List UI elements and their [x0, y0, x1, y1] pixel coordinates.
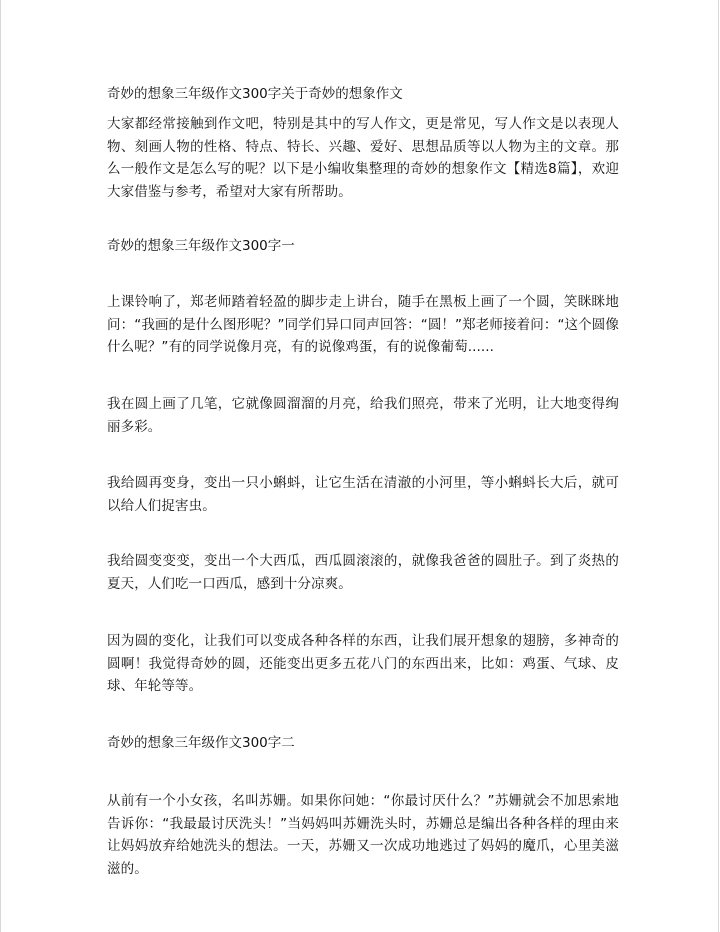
section-1-paragraph-5: 因为圆的变化，让我们可以变成各种各样的东西，让我们展开想象的翅膀，多神奇的圆啊！我觉得奇妙的圆，还能变出更多五花八门的东西出来，比如：鸡蛋、气球、皮球、年轮等等。: [107, 633, 619, 694]
section-heading-2: 奇妙的想象三年级作文300字二: [107, 735, 295, 751]
section-1-paragraph-4: 我给圆变变变，变出一个大西瓜，西瓜圆滚滚的，就像我爸爸的圆肚子。到了炎热的夏天，人们吃一口西瓜，感到十分凉爽。: [107, 553, 619, 592]
section-1-paragraph-3: 我给圆再变身，变出一只小蝌蚪，让它生活在清澈的小河里，等小蝌蚪长大后，就可以给人们捉害虫。: [107, 475, 619, 514]
section-heading-1: 奇妙的想象三年级作文300字一: [107, 238, 295, 254]
section-1-paragraph-2: 我在圆上画了几笔，它就像圆溜溜的月亮，给我们照亮，带来了光明，让大地变得绚丽多彩。: [107, 396, 619, 435]
section-1-paragraph-1: 上课铃响了，郑老师踏着轻盈的脚步走上讲台，随手在黑板上画了一个圆，笑眯眯地问：“我画的是什么图形呢？”同学们异口同声回答：“圆！”郑老师接着问：“这个圆像什么呢？”有的同学说像月亮，有的说像鸡蛋，有的说像葡萄......: [107, 294, 619, 355]
intro-paragraph: 大家都经常接触到作文吧，特别是其中的写人作文，更是常见，写人作文是以表现人物、刻画人物的性格、特点、特长、兴趣、爱好、思想品质等以人物为主的文章。那么一般作文是怎么写的呢？以下是小编收集整理的奇妙的想象作文【精选8篇】，欢迎大家借鉴与参考，希望对大家有所帮助。: [107, 116, 619, 200]
section-2-paragraph-1: 从前有一个小女孩，名叫苏姗。如果你问她：“你最讨厌什么？”苏姗就会不加思索地告诉你：“我最最讨厌洗头！”当妈妈叫苏姗洗头时，苏姗总是编出各种各样的理由来让妈妈放弃给她洗头的想法。一天，苏姗又一次成功地逃过了妈妈的魔爪，心里美滋滋的。: [107, 793, 619, 877]
document-title: 奇妙的想象三年级作文300字关于奇妙的想象作文: [107, 86, 403, 102]
